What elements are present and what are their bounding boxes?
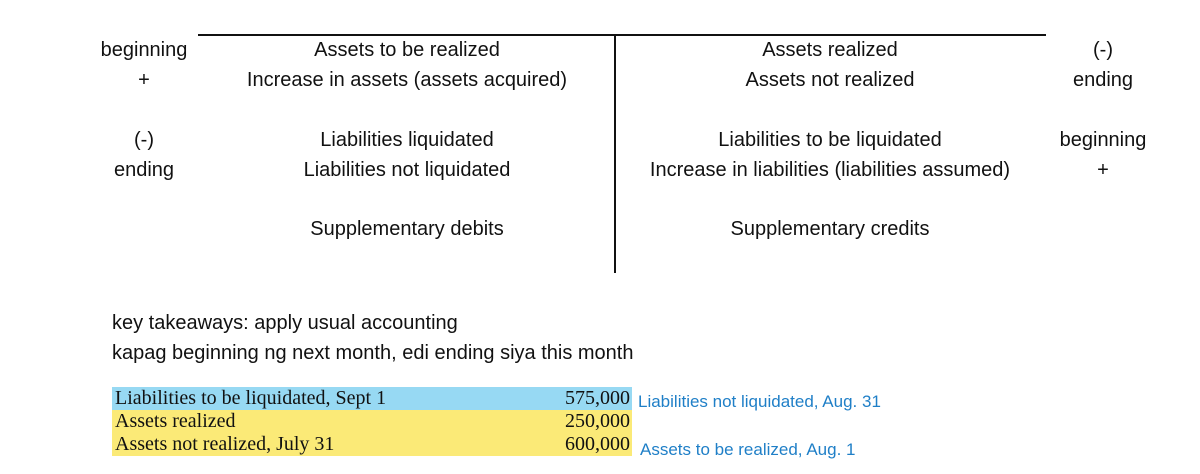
left-label-minus: (-) [134,129,154,151]
left-label-plus: + [138,69,150,91]
note-key-takeaways: key takeaways: apply usual accounting [112,312,458,334]
right-label-minus: (-) [1093,39,1113,61]
credit-liabilities-to-be-liquidated: Liabilities to be liquidated [718,129,942,151]
row-label: Assets realized [115,410,236,432]
t-account-center-rule [614,35,616,273]
right-label-beginning: beginning [1059,129,1147,151]
credit-assets-not-realized: Assets not realized [745,69,915,91]
table-row-assets-not-realized [112,433,632,456]
credit-supplementary-credits: Supplementary credits [730,218,930,240]
table-row-assets-realized [112,410,632,433]
right-label-ending: ending [1072,69,1134,91]
row-value: 250,000 [565,410,630,432]
row-label: Liabilities to be liquidated, Sept 1 [115,387,387,409]
side-note-assets-to-be-realized: Assets to be realized, Aug. 1 [640,440,856,459]
credit-assets-realized: Assets realized [762,39,898,61]
row-value: 600,000 [565,433,630,455]
note-beginning-ending: kapag beginning ng next month, edi ending siya this month [112,342,634,364]
debit-supplementary-debits: Supplementary debits [310,218,504,240]
t-account-top-rule [198,34,1046,36]
debit-increase-in-assets: Increase in assets (assets acquired) [246,69,568,91]
row-label: Assets not realized, July 31 [115,433,335,455]
table-row-liabilities-to-be-liquidated [112,387,632,410]
right-label-plus: + [1097,159,1109,181]
left-label-beginning: beginning [100,39,188,61]
row-value: 575,000 [565,387,630,409]
credit-increase-in-liabilities: Increase in liabilities (liabilities assumed) [649,159,1011,181]
debit-liabilities-liquidated: Liabilities liquidated [320,129,494,151]
debit-assets-to-be-realized: Assets to be realized [314,39,500,61]
debit-liabilities-not-liquidated: Liabilities not liquidated [303,159,511,181]
left-label-ending: ending [113,159,175,181]
side-note-liabilities-not-liquidated: Liabilities not liquidated, Aug. 31 [638,392,881,411]
